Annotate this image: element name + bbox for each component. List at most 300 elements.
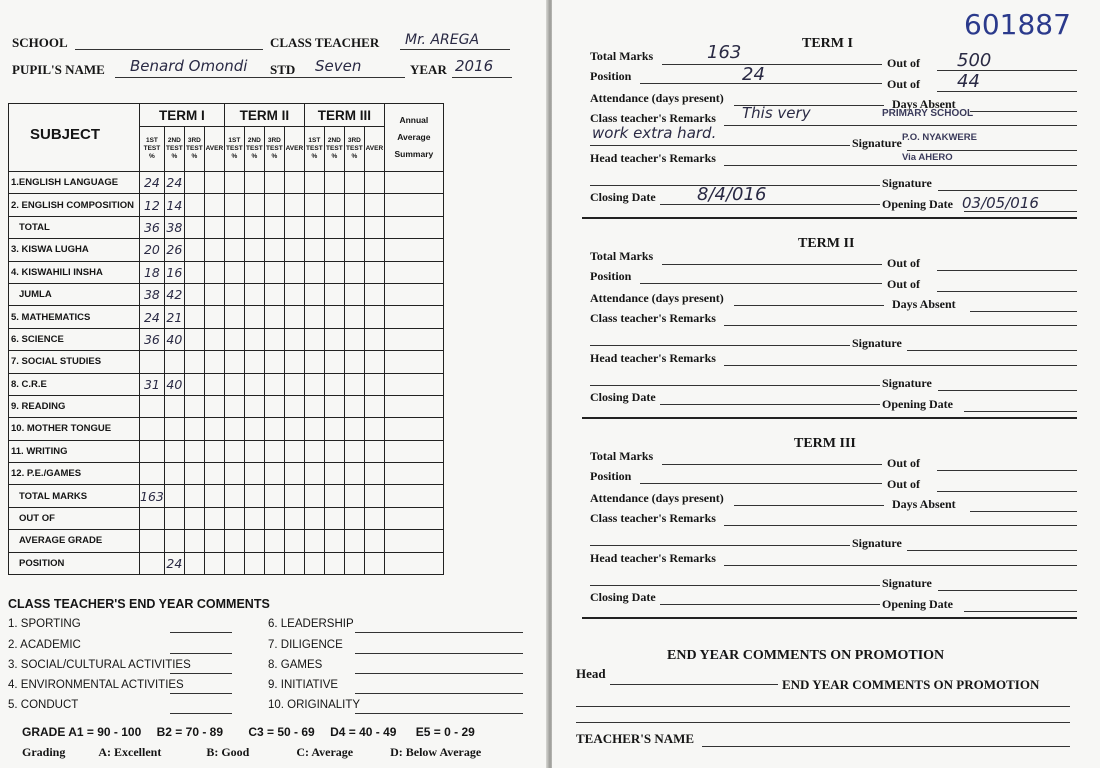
mark-cell[interactable]: [184, 351, 204, 373]
mark-cell[interactable]: [324, 507, 344, 529]
term1-test2-mark[interactable]: [164, 418, 184, 440]
mark-cell[interactable]: [264, 239, 284, 261]
mark-cell[interactable]: [324, 485, 344, 507]
subject-name: JUMLA: [9, 283, 140, 305]
mark-cell[interactable]: [184, 172, 204, 194]
term1-test2-mark[interactable]: 24: [164, 552, 184, 574]
term1-test1-mark[interactable]: 38: [140, 283, 165, 305]
mark-cell[interactable]: [364, 373, 384, 395]
table-row: [9, 552, 444, 574]
mark-cell[interactable]: [324, 552, 344, 574]
comment-line[interactable]: [355, 673, 523, 674]
fill-line[interactable]: [660, 604, 880, 605]
mark-cell[interactable]: [204, 306, 224, 328]
mark-cell[interactable]: [284, 485, 304, 507]
table-row: [9, 261, 444, 283]
left-page: [0, 0, 548, 768]
term1-test1-mark[interactable]: 31: [140, 373, 165, 395]
mark-cell[interactable]: [204, 172, 224, 194]
term1-test1-mark[interactable]: [140, 463, 165, 485]
mark-cell[interactable]: [344, 395, 364, 417]
fill-line[interactable]: [724, 525, 1077, 526]
annual-average-cell[interactable]: [384, 418, 443, 440]
term1-test2-mark[interactable]: [164, 463, 184, 485]
mark-cell[interactable]: [184, 283, 204, 305]
mark-cell[interactable]: [364, 507, 384, 529]
fill-line[interactable]: [907, 350, 1077, 351]
mark-cell[interactable]: [264, 351, 284, 373]
mark-cell[interactable]: [244, 351, 264, 373]
mark-cell[interactable]: [344, 552, 364, 574]
mark-cell[interactable]: [324, 283, 344, 305]
term1-test1-mark[interactable]: 24: [140, 306, 165, 328]
term1-test2-mark[interactable]: [164, 530, 184, 552]
fill-line[interactable]: [937, 491, 1077, 492]
mark-cell[interactable]: [304, 283, 324, 305]
mark-cell[interactable]: [364, 306, 384, 328]
fill-line[interactable]: [660, 204, 880, 205]
term1-test1-mark[interactable]: 12: [140, 194, 165, 216]
mark-cell[interactable]: [364, 418, 384, 440]
mark-cell[interactable]: [304, 216, 324, 238]
mark-cell[interactable]: [324, 216, 344, 238]
annual-average-cell[interactable]: [384, 351, 443, 373]
mark-cell[interactable]: [264, 194, 284, 216]
mark-cell[interactable]: [364, 463, 384, 485]
fill-line[interactable]: [970, 311, 1077, 312]
fill-line[interactable]: [937, 291, 1077, 292]
annual-average-cell[interactable]: [384, 373, 443, 395]
fill-line[interactable]: [724, 565, 1077, 566]
mark-cell[interactable]: [364, 283, 384, 305]
mark-cell[interactable]: [244, 485, 264, 507]
subject-name: 12. P.E./GAMES: [9, 463, 140, 485]
fill-line[interactable]: [724, 125, 1077, 126]
mark-cell[interactable]: [264, 485, 284, 507]
mark-cell[interactable]: [304, 395, 324, 417]
mark-cell[interactable]: [284, 306, 304, 328]
mark-cell[interactable]: [344, 507, 364, 529]
mark-cell[interactable]: [344, 194, 364, 216]
term1-test1-mark[interactable]: 36: [140, 216, 165, 238]
mark-cell[interactable]: [364, 328, 384, 350]
mark-cell[interactable]: [264, 283, 284, 305]
fill-line[interactable]: [734, 305, 884, 306]
mark-cell[interactable]: [304, 351, 324, 373]
mark-cell[interactable]: [264, 440, 284, 462]
mark-cell[interactable]: [284, 440, 304, 462]
fill-line[interactable]: [590, 385, 880, 386]
term1-test1-mark[interactable]: [140, 395, 165, 417]
school-stamp-line2: P.O. NYAKWERE: [902, 132, 977, 143]
annual-average-cell[interactable]: [384, 216, 443, 238]
fill-line[interactable]: [907, 550, 1077, 551]
mark-cell[interactable]: [244, 261, 264, 283]
annual-average-cell[interactable]: [384, 440, 443, 462]
mark-cell[interactable]: [264, 552, 284, 574]
mark-cell[interactable]: [304, 239, 324, 261]
mark-cell[interactable]: [224, 530, 244, 552]
mark-cell[interactable]: [224, 440, 244, 462]
mark-cell[interactable]: [364, 552, 384, 574]
mark-cell[interactable]: [224, 507, 244, 529]
comment-line[interactable]: [355, 693, 523, 694]
mark-cell[interactable]: [324, 530, 344, 552]
mark-cell[interactable]: [284, 351, 304, 373]
mark-cell[interactable]: [244, 239, 264, 261]
mark-cell[interactable]: [184, 261, 204, 283]
fill-line[interactable]: [937, 470, 1077, 471]
annual-average-cell[interactable]: [384, 552, 443, 574]
fill-line[interactable]: [938, 390, 1077, 391]
mark-cell[interactable]: [184, 239, 204, 261]
fill-line[interactable]: [724, 365, 1077, 366]
mark-cell[interactable]: [244, 306, 264, 328]
mark-cell[interactable]: [304, 328, 324, 350]
mark-cell[interactable]: [304, 463, 324, 485]
mark-cell[interactable]: [264, 418, 284, 440]
fill-line[interactable]: [662, 64, 882, 65]
mark-cell[interactable]: [344, 373, 364, 395]
term1-test2-mark[interactable]: 38: [164, 216, 184, 238]
mark-cell[interactable]: [204, 261, 224, 283]
mark-cell[interactable]: [224, 306, 244, 328]
fill-line[interactable]: [724, 165, 1077, 166]
fill-line[interactable]: [937, 270, 1077, 271]
term2-opening-label: Opening Date: [882, 397, 954, 411]
fill-line[interactable]: [662, 464, 882, 465]
mark-cell[interactable]: [364, 485, 384, 507]
fill-line[interactable]: [590, 545, 850, 546]
mark-cell[interactable]: [244, 283, 264, 305]
mark-cell[interactable]: [264, 172, 284, 194]
mark-cell[interactable]: [224, 261, 244, 283]
mark-cell[interactable]: [364, 440, 384, 462]
mark-cell[interactable]: [224, 351, 244, 373]
mark-cell[interactable]: [344, 172, 364, 194]
annual-average-cell[interactable]: [384, 463, 443, 485]
mark-cell[interactable]: [304, 440, 324, 462]
fill-line[interactable]: [660, 404, 880, 405]
mark-cell[interactable]: [324, 463, 344, 485]
mark-cell[interactable]: [344, 261, 364, 283]
mark-cell[interactable]: [344, 351, 364, 373]
mark-cell[interactable]: [364, 261, 384, 283]
mark-cell[interactable]: [224, 373, 244, 395]
mark-cell[interactable]: [284, 283, 304, 305]
fill-line[interactable]: [662, 264, 882, 265]
fill-line[interactable]: [640, 283, 882, 284]
mark-cell[interactable]: [344, 418, 364, 440]
mark-cell[interactable]: [224, 283, 244, 305]
mark-cell[interactable]: [284, 507, 304, 529]
mark-cell[interactable]: [344, 216, 364, 238]
mark-cell[interactable]: [284, 216, 304, 238]
mark-cell[interactable]: [324, 373, 344, 395]
term1-test1-mark[interactable]: 18: [140, 261, 165, 283]
mark-cell[interactable]: [344, 440, 364, 462]
mark-cell[interactable]: [284, 261, 304, 283]
term1-test1-mark[interactable]: 24: [140, 172, 165, 194]
fill-line[interactable]: [970, 111, 1077, 112]
fill-line[interactable]: [938, 190, 1077, 191]
mark-cell[interactable]: [224, 552, 244, 574]
subject-name: 7. SOCIAL STUDIES: [9, 351, 140, 373]
mark-cell[interactable]: [264, 507, 284, 529]
subject-name: 3. KISWA LUGHA: [9, 239, 140, 261]
comment-line[interactable]: [170, 693, 232, 694]
mark-cell[interactable]: [244, 328, 264, 350]
mark-cell[interactable]: [284, 418, 304, 440]
mark-cell[interactable]: [284, 463, 304, 485]
term1-test1-mark[interactable]: 36: [140, 328, 165, 350]
mark-cell[interactable]: [324, 261, 344, 283]
mark-cell[interactable]: [224, 463, 244, 485]
mark-cell[interactable]: [204, 395, 224, 417]
term1-test2-mark[interactable]: 24: [164, 172, 184, 194]
annual-header: Annual Average Summary: [384, 104, 443, 172]
term1-test1-mark[interactable]: [140, 530, 165, 552]
mark-cell[interactable]: [364, 239, 384, 261]
mark-cell[interactable]: [244, 463, 264, 485]
mark-cell[interactable]: [284, 395, 304, 417]
mark-cell[interactable]: [184, 463, 204, 485]
fill-line[interactable]: [964, 611, 1077, 612]
term1-test2-mark[interactable]: [164, 351, 184, 373]
mark-cell[interactable]: [324, 328, 344, 350]
annual-average-cell[interactable]: [384, 194, 443, 216]
mark-cell[interactable]: [244, 395, 264, 417]
mark-cell[interactable]: [324, 418, 344, 440]
fill-line[interactable]: [907, 150, 1077, 151]
mark-cell[interactable]: [304, 418, 324, 440]
term1-test1-mark[interactable]: [140, 440, 165, 462]
pupil-name-label: PUPIL'S NAME: [12, 62, 105, 77]
term1-title: TERM I: [802, 36, 853, 51]
term3-col1-header: 1ST TEST %: [304, 127, 324, 172]
mark-cell[interactable]: [204, 216, 224, 238]
term1-test1-mark[interactable]: [140, 351, 165, 373]
comment-line[interactable]: [355, 713, 523, 714]
mark-cell[interactable]: [204, 530, 224, 552]
term1-test2-mark[interactable]: 40: [164, 328, 184, 350]
annual-average-cell[interactable]: [384, 485, 443, 507]
term1-test1-mark[interactable]: [140, 418, 165, 440]
mark-cell[interactable]: [304, 261, 324, 283]
annual-average-cell[interactable]: [384, 172, 443, 194]
mark-cell[interactable]: [344, 485, 364, 507]
mark-cell[interactable]: [324, 351, 344, 373]
term1-test2-mark[interactable]: [164, 507, 184, 529]
table-row: [9, 306, 444, 328]
mark-cell[interactable]: [284, 172, 304, 194]
fill-line[interactable]: [590, 345, 850, 346]
mark-cell[interactable]: [264, 328, 284, 350]
mark-cell[interactable]: [204, 485, 224, 507]
mark-cell[interactable]: [224, 239, 244, 261]
mark-cell[interactable]: [244, 172, 264, 194]
mark-cell[interactable]: [204, 463, 224, 485]
mark-cell[interactable]: [364, 351, 384, 373]
table-row: [9, 507, 444, 529]
mark-cell[interactable]: [244, 507, 264, 529]
mark-cell[interactable]: [184, 418, 204, 440]
annual-average-cell[interactable]: [384, 395, 443, 417]
mark-cell[interactable]: [324, 172, 344, 194]
mark-cell[interactable]: [264, 306, 284, 328]
mark-cell[interactable]: [284, 194, 304, 216]
fill-line[interactable]: [590, 145, 850, 146]
mark-cell[interactable]: [304, 530, 324, 552]
term3-closing-label: Closing Date: [590, 590, 656, 604]
mark-cell[interactable]: [204, 283, 224, 305]
mark-cell[interactable]: [204, 328, 224, 350]
mark-cell[interactable]: [184, 194, 204, 216]
mark-cell[interactable]: [344, 328, 364, 350]
mark-cell[interactable]: [264, 463, 284, 485]
mark-cell[interactable]: [244, 418, 264, 440]
annual-average-cell[interactable]: [384, 507, 443, 529]
mark-cell[interactable]: [264, 261, 284, 283]
comment-line[interactable]: [170, 632, 232, 633]
annual-average-cell[interactable]: [384, 239, 443, 261]
annual-average-cell[interactable]: [384, 530, 443, 552]
mark-cell[interactable]: [184, 216, 204, 238]
mark-cell[interactable]: [284, 373, 304, 395]
mark-cell[interactable]: [204, 552, 224, 574]
mark-cell[interactable]: [184, 306, 204, 328]
term1-test2-mark[interactable]: [164, 485, 184, 507]
term1-test2-mark[interactable]: 26: [164, 239, 184, 261]
mark-cell[interactable]: [284, 552, 304, 574]
mark-cell[interactable]: [204, 418, 224, 440]
table-row: [9, 216, 444, 238]
comment-line[interactable]: [170, 673, 232, 674]
mark-cell[interactable]: [364, 395, 384, 417]
mark-cell[interactable]: [224, 328, 244, 350]
mark-cell[interactable]: [184, 373, 204, 395]
term1-test2-mark[interactable]: 14: [164, 194, 184, 216]
mark-cell[interactable]: [224, 172, 244, 194]
fill-line[interactable]: [640, 483, 882, 484]
mark-cell[interactable]: [244, 530, 264, 552]
mark-cell[interactable]: [284, 530, 304, 552]
fill-line[interactable]: [734, 505, 884, 506]
mark-cell[interactable]: [224, 194, 244, 216]
term1-test1-mark[interactable]: [140, 552, 165, 574]
mark-cell[interactable]: [204, 239, 224, 261]
mark-cell[interactable]: [264, 373, 284, 395]
mark-cell[interactable]: [224, 395, 244, 417]
mark-cell[interactable]: [364, 172, 384, 194]
mark-cell[interactable]: [204, 373, 224, 395]
mark-cell[interactable]: [344, 283, 364, 305]
comment-line[interactable]: [170, 713, 232, 714]
mark-cell[interactable]: [244, 440, 264, 462]
mark-cell[interactable]: [244, 552, 264, 574]
mark-cell[interactable]: [324, 306, 344, 328]
mark-cell[interactable]: [304, 373, 324, 395]
term1-test2-mark[interactable]: 21: [164, 306, 184, 328]
subject-name: 11. WRITING: [9, 440, 140, 462]
mark-cell[interactable]: [324, 239, 344, 261]
mark-cell[interactable]: [364, 194, 384, 216]
mark-cell[interactable]: [244, 194, 264, 216]
mark-cell[interactable]: [264, 530, 284, 552]
mark-cell[interactable]: [184, 395, 204, 417]
mark-cell[interactable]: [324, 440, 344, 462]
mark-cell[interactable]: [184, 552, 204, 574]
term1-test1-mark[interactable]: 20: [140, 239, 165, 261]
mark-cell[interactable]: [224, 418, 244, 440]
term1-test1-mark[interactable]: [140, 507, 165, 529]
mark-cell[interactable]: [304, 172, 324, 194]
mark-cell[interactable]: [204, 440, 224, 462]
mark-cell[interactable]: [364, 216, 384, 238]
fill-line[interactable]: [938, 590, 1077, 591]
term1-test2-mark[interactable]: [164, 395, 184, 417]
mark-cell[interactable]: [184, 530, 204, 552]
mark-cell[interactable]: [284, 328, 304, 350]
comment-line[interactable]: [355, 653, 523, 654]
mark-cell[interactable]: [264, 395, 284, 417]
annual-average-cell[interactable]: [384, 328, 443, 350]
comment-label-1: 1. SPORTING: [8, 618, 81, 630]
comment-line[interactable]: [355, 632, 523, 633]
mark-cell[interactable]: [224, 485, 244, 507]
fill-line[interactable]: [964, 411, 1077, 412]
fill-line[interactable]: [970, 511, 1077, 512]
mark-cell[interactable]: [224, 216, 244, 238]
term1-test1-mark[interactable]: 163: [140, 485, 165, 507]
mark-cell[interactable]: [324, 395, 344, 417]
mark-cell[interactable]: [344, 530, 364, 552]
mark-cell[interactable]: [204, 194, 224, 216]
mark-cell[interactable]: [344, 239, 364, 261]
mark-cell[interactable]: [184, 507, 204, 529]
mark-cell[interactable]: [284, 239, 304, 261]
mark-cell[interactable]: [204, 507, 224, 529]
annual-average-cell[interactable]: [384, 283, 443, 305]
mark-cell[interactable]: [324, 194, 344, 216]
term1-test2-mark[interactable]: 40: [164, 373, 184, 395]
mark-cell[interactable]: [184, 485, 204, 507]
mark-cell[interactable]: [344, 463, 364, 485]
mark-cell[interactable]: [304, 194, 324, 216]
fill-line[interactable]: [724, 325, 1077, 326]
mark-cell[interactable]: [204, 351, 224, 373]
comment-line[interactable]: [170, 653, 232, 654]
mark-cell[interactable]: [264, 216, 284, 238]
mark-cell[interactable]: [344, 306, 364, 328]
mark-cell[interactable]: [304, 485, 324, 507]
mark-cell[interactable]: [364, 530, 384, 552]
term1-test2-mark[interactable]: 16: [164, 261, 184, 283]
annual-average-cell[interactable]: [384, 261, 443, 283]
term1-test2-mark[interactable]: [164, 440, 184, 462]
annual-average-cell[interactable]: [384, 306, 443, 328]
mark-cell[interactable]: [304, 507, 324, 529]
mark-cell[interactable]: [304, 306, 324, 328]
fill-line[interactable]: [590, 585, 880, 586]
term1-test2-mark[interactable]: 42: [164, 283, 184, 305]
mark-cell[interactable]: [244, 373, 264, 395]
term2-col2-header: 2ND TEST %: [244, 127, 264, 172]
mark-cell[interactable]: [244, 216, 264, 238]
mark-cell[interactable]: [304, 552, 324, 574]
mark-cell[interactable]: [184, 328, 204, 350]
mark-cell[interactable]: [184, 440, 204, 462]
